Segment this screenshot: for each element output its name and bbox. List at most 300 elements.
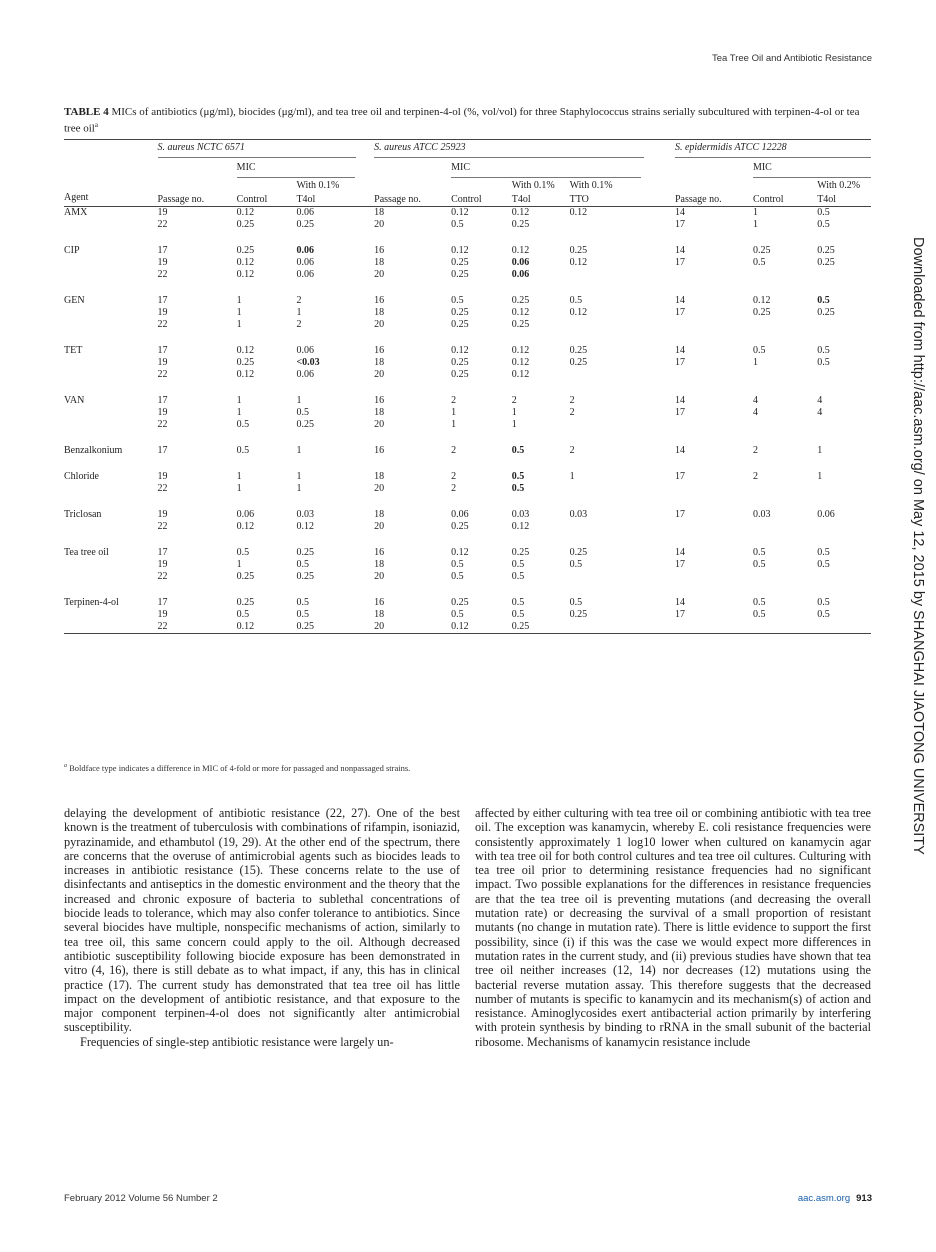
table-cell: 2: [752, 471, 758, 482]
table-cell: 0.5: [451, 609, 464, 620]
table-cell: 0.25: [451, 307, 469, 318]
table-row: [64, 559, 871, 571]
table-cell: [675, 521, 753, 533]
table-cell: 0.25: [752, 307, 771, 318]
header-tto: TTO: [569, 194, 589, 205]
table-cell: 22: [157, 621, 168, 632]
table-caption: [64, 106, 864, 135]
table-cell: 17: [674, 407, 685, 418]
table-cell: 0.25: [451, 357, 469, 368]
table-cell: 0.12: [511, 369, 530, 380]
table-cell: 0.5: [817, 295, 830, 306]
table-cell: [753, 319, 817, 331]
table-cell: 0.12: [236, 521, 255, 532]
agent-name: [64, 407, 158, 419]
agent-name: AMX: [64, 207, 88, 218]
table-cell: 2: [296, 319, 302, 330]
table-cell: 17: [674, 471, 685, 482]
table-cell: [570, 219, 675, 231]
table-row: [64, 219, 871, 231]
table-cell: 0.5: [236, 609, 250, 620]
table-cell: 0.5: [752, 609, 766, 620]
table-caption-sup: a: [94, 120, 98, 129]
table-cell: 0.12: [511, 207, 530, 218]
table-cell: 0.25: [296, 621, 314, 632]
table-cell: 22: [157, 269, 168, 280]
table-cell: 0.5: [296, 407, 309, 418]
table-cell: [570, 483, 675, 495]
table-row: [64, 245, 871, 257]
agent-name: [64, 571, 158, 583]
table-cell: 0.25: [236, 245, 255, 256]
agent-name: [64, 357, 158, 369]
table-cell: 2: [569, 395, 575, 406]
table-row: [64, 345, 871, 357]
table-cell: 1: [236, 295, 242, 306]
table-row: [64, 571, 871, 583]
table-cell: 0.5: [511, 445, 525, 456]
table-cell: 0.5: [296, 609, 309, 620]
agent-name: [64, 521, 158, 533]
table-cell: 0.03: [296, 509, 314, 520]
table-cell: 0.12: [451, 207, 469, 218]
table-footnote-sup: a: [64, 763, 67, 770]
table-cell: 1: [236, 559, 242, 570]
table-cell: 0.12: [236, 369, 255, 380]
table-cell: 1: [236, 407, 242, 418]
table-cell: <0.03: [296, 357, 320, 368]
table-cell: 0.12: [569, 257, 588, 268]
table-cell: 0.25: [451, 369, 469, 380]
table-cell: 19: [157, 509, 168, 520]
table-cell: 22: [157, 571, 168, 582]
table-cell: 14: [674, 445, 685, 456]
agent-name: Triclosan: [64, 509, 102, 520]
table-cell: 2: [511, 395, 517, 406]
group-spacer: [64, 231, 871, 245]
table-cell: [570, 521, 675, 533]
table-row: [64, 621, 871, 634]
table-cell: 1: [296, 395, 302, 406]
table-cell: 1: [296, 307, 302, 318]
table-cell: 1: [236, 471, 242, 482]
table-cell: 0.06: [296, 207, 314, 218]
table-cell: 0.25: [511, 319, 530, 330]
agent-name: [64, 609, 158, 621]
table-row: [64, 295, 871, 307]
table-cell: 0.12: [451, 345, 469, 356]
table-row: [64, 207, 871, 220]
header-t4ol-2: T4ol: [511, 194, 531, 205]
strain-header-nctc6571: S. aureus NCTC 6571: [158, 140, 375, 159]
header-t4ol-3: T4ol: [817, 194, 837, 205]
header-passage-1: Passage no.: [157, 194, 205, 205]
table-cell: [570, 369, 675, 381]
table-cell: 0.5: [451, 295, 464, 306]
table-cell: 17: [674, 357, 685, 368]
table-cell: 2: [569, 445, 575, 456]
table-cell: 1: [296, 471, 302, 482]
table-cell: 14: [674, 207, 685, 218]
table-cell: [753, 369, 817, 381]
table-cell: [753, 521, 817, 533]
table-cell: 1: [451, 407, 457, 418]
table-cell: 4: [752, 395, 758, 406]
table-row: [64, 357, 871, 369]
table-cell: 0.5: [296, 559, 309, 570]
table-cell: 19: [157, 559, 168, 570]
table-cell: [753, 483, 817, 495]
table-cell: 1: [236, 307, 242, 318]
table-cell: [753, 621, 817, 634]
agent-name: [64, 369, 158, 381]
table-cell: 0.5: [817, 597, 830, 608]
table-cell: 14: [674, 547, 685, 558]
table-cell: 17: [674, 509, 685, 520]
agent-name: [64, 319, 158, 331]
table-row: [64, 547, 871, 559]
table-row: [64, 257, 871, 269]
table-cell: 4: [817, 395, 823, 406]
table-cell: 0.25: [511, 547, 530, 558]
table-cell: 0.25: [817, 257, 835, 268]
table-row: [64, 419, 871, 431]
table-cell: 16: [374, 245, 385, 256]
table-cell: 0.06: [817, 509, 835, 520]
table-cell: [570, 621, 675, 634]
mic-label-2: MIC: [451, 162, 641, 178]
table-cell: [675, 319, 753, 331]
table-cell: 17: [674, 257, 685, 268]
table-cell: 19: [157, 609, 168, 620]
table-cell: [817, 621, 871, 634]
table-cell: 0.12: [511, 245, 530, 256]
table-cell: 0.12: [236, 345, 255, 356]
table-cell: 0.25: [296, 419, 314, 430]
table-cell: 0.5: [451, 571, 464, 582]
table-caption-label: TABLE 4: [64, 106, 109, 118]
table-cell: 0.12: [569, 207, 588, 218]
table-footnote: [64, 763, 410, 773]
table-cell: 0.25: [817, 307, 835, 318]
table-cell: 17: [157, 445, 168, 456]
table-cell: 0.12: [569, 307, 588, 318]
table-cell: 18: [374, 207, 385, 218]
table-cell: 0.03: [752, 509, 771, 520]
table-row: [64, 395, 871, 407]
table-cell: [675, 419, 753, 431]
table-cell: 17: [157, 295, 168, 306]
table-cell: 0.12: [752, 295, 771, 306]
table-cell: 0.5: [817, 219, 830, 230]
table-row: [64, 369, 871, 381]
header-agent: Agent: [64, 192, 89, 203]
table-cell: 22: [157, 483, 168, 494]
table-cell: 20: [374, 369, 385, 380]
table-cell: 0.03: [511, 509, 530, 520]
download-watermark: [886, 237, 926, 855]
table-cell: 1: [296, 445, 302, 456]
table-cell: 0.12: [236, 269, 255, 280]
table-cell: 0.5: [511, 609, 525, 620]
table-cell: 17: [674, 559, 685, 570]
table-cell: 1: [296, 483, 302, 494]
table-cell: 1: [817, 445, 823, 456]
table-row: [64, 483, 871, 495]
table-cell: 16: [374, 295, 385, 306]
header-passage-3: Passage no.: [674, 194, 722, 205]
table-cell: 0.25: [752, 245, 771, 256]
table-cell: 0.5: [236, 547, 250, 558]
table-cell: 17: [157, 345, 168, 356]
table-cell: 14: [674, 345, 685, 356]
table-cell: 18: [374, 559, 385, 570]
table-row: [64, 609, 871, 621]
table-cell: 20: [374, 319, 385, 330]
mic-label-3: MIC: [753, 162, 871, 178]
group-spacer: [64, 583, 871, 597]
table-cell: 0.03: [569, 509, 588, 520]
table-cell: 19: [157, 257, 168, 268]
table-cell: 18: [374, 609, 385, 620]
table-cell: 0.25: [569, 609, 588, 620]
agent-name: [64, 419, 158, 431]
table-cell: 1: [451, 419, 457, 430]
agent-name: CIP: [64, 245, 80, 256]
table-cell: 0.25: [569, 345, 588, 356]
table-cell: 0.25: [817, 245, 835, 256]
table-cell: 0.5: [236, 445, 250, 456]
table-cell: 1: [511, 419, 517, 430]
table-cell: 0.12: [296, 521, 314, 532]
table-row: [64, 407, 871, 419]
agent-name: Terpinen-4-ol: [64, 597, 119, 608]
group-spacer: [64, 533, 871, 547]
agent-name: [64, 621, 158, 634]
column-header-row-1: [64, 178, 871, 192]
table-cell: [817, 369, 871, 381]
table-cell: 14: [674, 395, 685, 406]
table-cell: 0.12: [511, 307, 530, 318]
table-row: [64, 509, 871, 521]
table-cell: 22: [157, 419, 168, 430]
header-with-tto: With 0.1%: [569, 180, 613, 191]
table-cell: 17: [674, 609, 685, 620]
table-row: [64, 471, 871, 483]
table-cell: 0.25: [511, 621, 530, 632]
table-cell: [675, 269, 753, 281]
table-cell: 20: [374, 571, 385, 582]
table-cell: 0.5: [296, 597, 309, 608]
table-cell: 20: [374, 483, 385, 494]
table-cell: 0.5: [752, 559, 766, 570]
table-cell: 0.12: [451, 245, 469, 256]
column-header-row-2: [64, 192, 871, 207]
running-header: Tea Tree Oil and Antibiotic Resistance: [711, 53, 872, 64]
table-cell: 19: [157, 407, 168, 418]
table-cell: 22: [157, 319, 168, 330]
table-cell: 0.5: [817, 559, 830, 570]
strain-header-atcc12228: S. epidermidis ATCC 12228: [675, 140, 871, 159]
mic-table: [64, 139, 871, 634]
table-cell: 20: [374, 419, 385, 430]
table-cell: 0.25: [511, 219, 530, 230]
header-control-2: Control: [451, 194, 482, 205]
table-cell: 0.12: [451, 621, 469, 632]
table-cell: [817, 571, 871, 583]
strain-header-row: [64, 140, 871, 159]
table-cell: 0.25: [451, 319, 469, 330]
table-cell: 0.25: [451, 597, 469, 608]
table-cell: 20: [374, 621, 385, 632]
table-cell: 1: [511, 407, 517, 418]
table-cell: 18: [374, 257, 385, 268]
table-cell: [817, 319, 871, 331]
table-cell: 0.5: [817, 547, 830, 558]
table-cell: 0.5: [817, 609, 830, 620]
table-cell: [675, 571, 753, 583]
table-cell: 0.06: [296, 345, 314, 356]
table-cell: 0.06: [296, 269, 314, 280]
group-spacer: [64, 431, 871, 445]
table-cell: 0.12: [236, 207, 255, 218]
table-cell: 0.5: [817, 207, 830, 218]
table-cell: 19: [157, 357, 168, 368]
table-cell: [675, 483, 753, 495]
table-cell: 16: [374, 445, 385, 456]
table-cell: 1: [569, 471, 575, 482]
table-cell: 2: [296, 295, 302, 306]
table-cell: [817, 483, 871, 495]
agent-name: TET: [64, 345, 83, 356]
table-cell: 2: [752, 445, 758, 456]
agent-name: [64, 257, 158, 269]
table-cell: 19: [157, 307, 168, 318]
table-cell: 19: [157, 207, 168, 218]
table-cell: 17: [157, 597, 168, 608]
table-cell: 14: [674, 597, 685, 608]
table-cell: 14: [674, 245, 685, 256]
agent-name: Benzalkonium: [64, 445, 123, 456]
table-cell: 2: [451, 483, 457, 494]
table-cell: 0.12: [511, 345, 530, 356]
table-cell: 0.06: [236, 509, 255, 520]
table-cell: [817, 521, 871, 533]
table-cell: 14: [674, 295, 685, 306]
group-spacer: [64, 457, 871, 471]
agent-name: Tea tree oil: [64, 547, 109, 558]
table-cell: 1: [236, 319, 242, 330]
table-cell: 0.25: [236, 357, 255, 368]
footer-right: [798, 1193, 872, 1204]
group-spacer: [64, 331, 871, 345]
table-cell: 17: [674, 307, 685, 318]
header-with-t4ol-2: With 0.1%: [511, 180, 555, 191]
table-cell: [753, 269, 817, 281]
table-cell: 1: [752, 207, 758, 218]
table-cell: 16: [374, 547, 385, 558]
table-cell: 22: [157, 521, 168, 532]
table-cell: 0.25: [236, 571, 255, 582]
table-cell: 0.5: [752, 597, 766, 608]
table-cell: 4: [752, 407, 758, 418]
table-cell: 0.5: [511, 559, 525, 570]
table-cell: 0.5: [752, 257, 766, 268]
table-cell: 0.25: [451, 257, 469, 268]
agent-name: [64, 483, 158, 495]
table-cell: 17: [157, 245, 168, 256]
table-cell: 2: [451, 395, 457, 406]
table-cell: 16: [374, 597, 385, 608]
journal-link[interactable]: aac.asm.org: [797, 1193, 851, 1204]
table-cell: 0.5: [511, 471, 525, 482]
header-control-1: Control: [236, 194, 268, 205]
table-cell: 0.06: [511, 269, 530, 280]
table-cell: 0.5: [451, 219, 464, 230]
agent-name: [64, 269, 158, 281]
table-cell: 0.12: [451, 547, 469, 558]
table-cell: 0.12: [511, 521, 530, 532]
table-cell: 18: [374, 357, 385, 368]
table-cell: 2: [569, 407, 575, 418]
mic-header-row: [64, 158, 871, 178]
table-cell: 0.5: [569, 295, 583, 306]
table-cell: 0.5: [817, 357, 830, 368]
group-spacer: [64, 281, 871, 295]
table-cell: 0.06: [296, 245, 314, 256]
page-number: 913: [856, 1193, 872, 1204]
table-cell: 1: [752, 219, 758, 230]
group-spacer: [64, 495, 871, 509]
table-cell: 20: [374, 219, 385, 230]
agent-name: [64, 307, 158, 319]
agent-name: Chloride: [64, 471, 99, 482]
table-cell: 19: [157, 471, 168, 482]
table-cell: 0.25: [236, 219, 255, 230]
table-cell: 0.5: [236, 419, 250, 430]
table-cell: 0.12: [511, 357, 530, 368]
table-cell: 0.5: [451, 559, 464, 570]
table-cell: 20: [374, 269, 385, 280]
table-cell: 0.25: [511, 295, 530, 306]
body-paragraph: Frequencies of single-step antibiotic resistance were largely un-: [80, 1034, 394, 1049]
table-footnote-text: Boldface type indicates a difference in MIC of 4-fold or more for passaged and nonpassaged strains.: [69, 763, 411, 773]
table-cell: [675, 621, 753, 634]
table-cell: 0.25: [296, 219, 314, 230]
agent-name: VAN: [64, 395, 85, 406]
table-cell: 17: [157, 547, 168, 558]
table-cell: 0.25: [451, 269, 469, 280]
table-cell: 0.25: [296, 571, 314, 582]
table-cell: 2: [451, 471, 457, 482]
table-cell: 0.5: [569, 559, 583, 570]
header-passage-2: Passage no.: [374, 194, 421, 205]
table-cell: [570, 571, 675, 583]
table-cell: 0.25: [296, 547, 314, 558]
table-cell: 22: [157, 369, 168, 380]
table-cell: 18: [374, 407, 385, 418]
table-cell: 0.12: [236, 257, 255, 268]
table-row: [64, 445, 871, 457]
table-cell: 0.5: [752, 547, 766, 558]
table-cell: 1: [236, 483, 242, 494]
table-cell: 0.25: [236, 597, 255, 608]
table-cell: 18: [374, 307, 385, 318]
table-cell: 17: [674, 219, 685, 230]
table-cell: 0.5: [752, 345, 766, 356]
group-spacer: [64, 381, 871, 395]
table-row: [64, 307, 871, 319]
